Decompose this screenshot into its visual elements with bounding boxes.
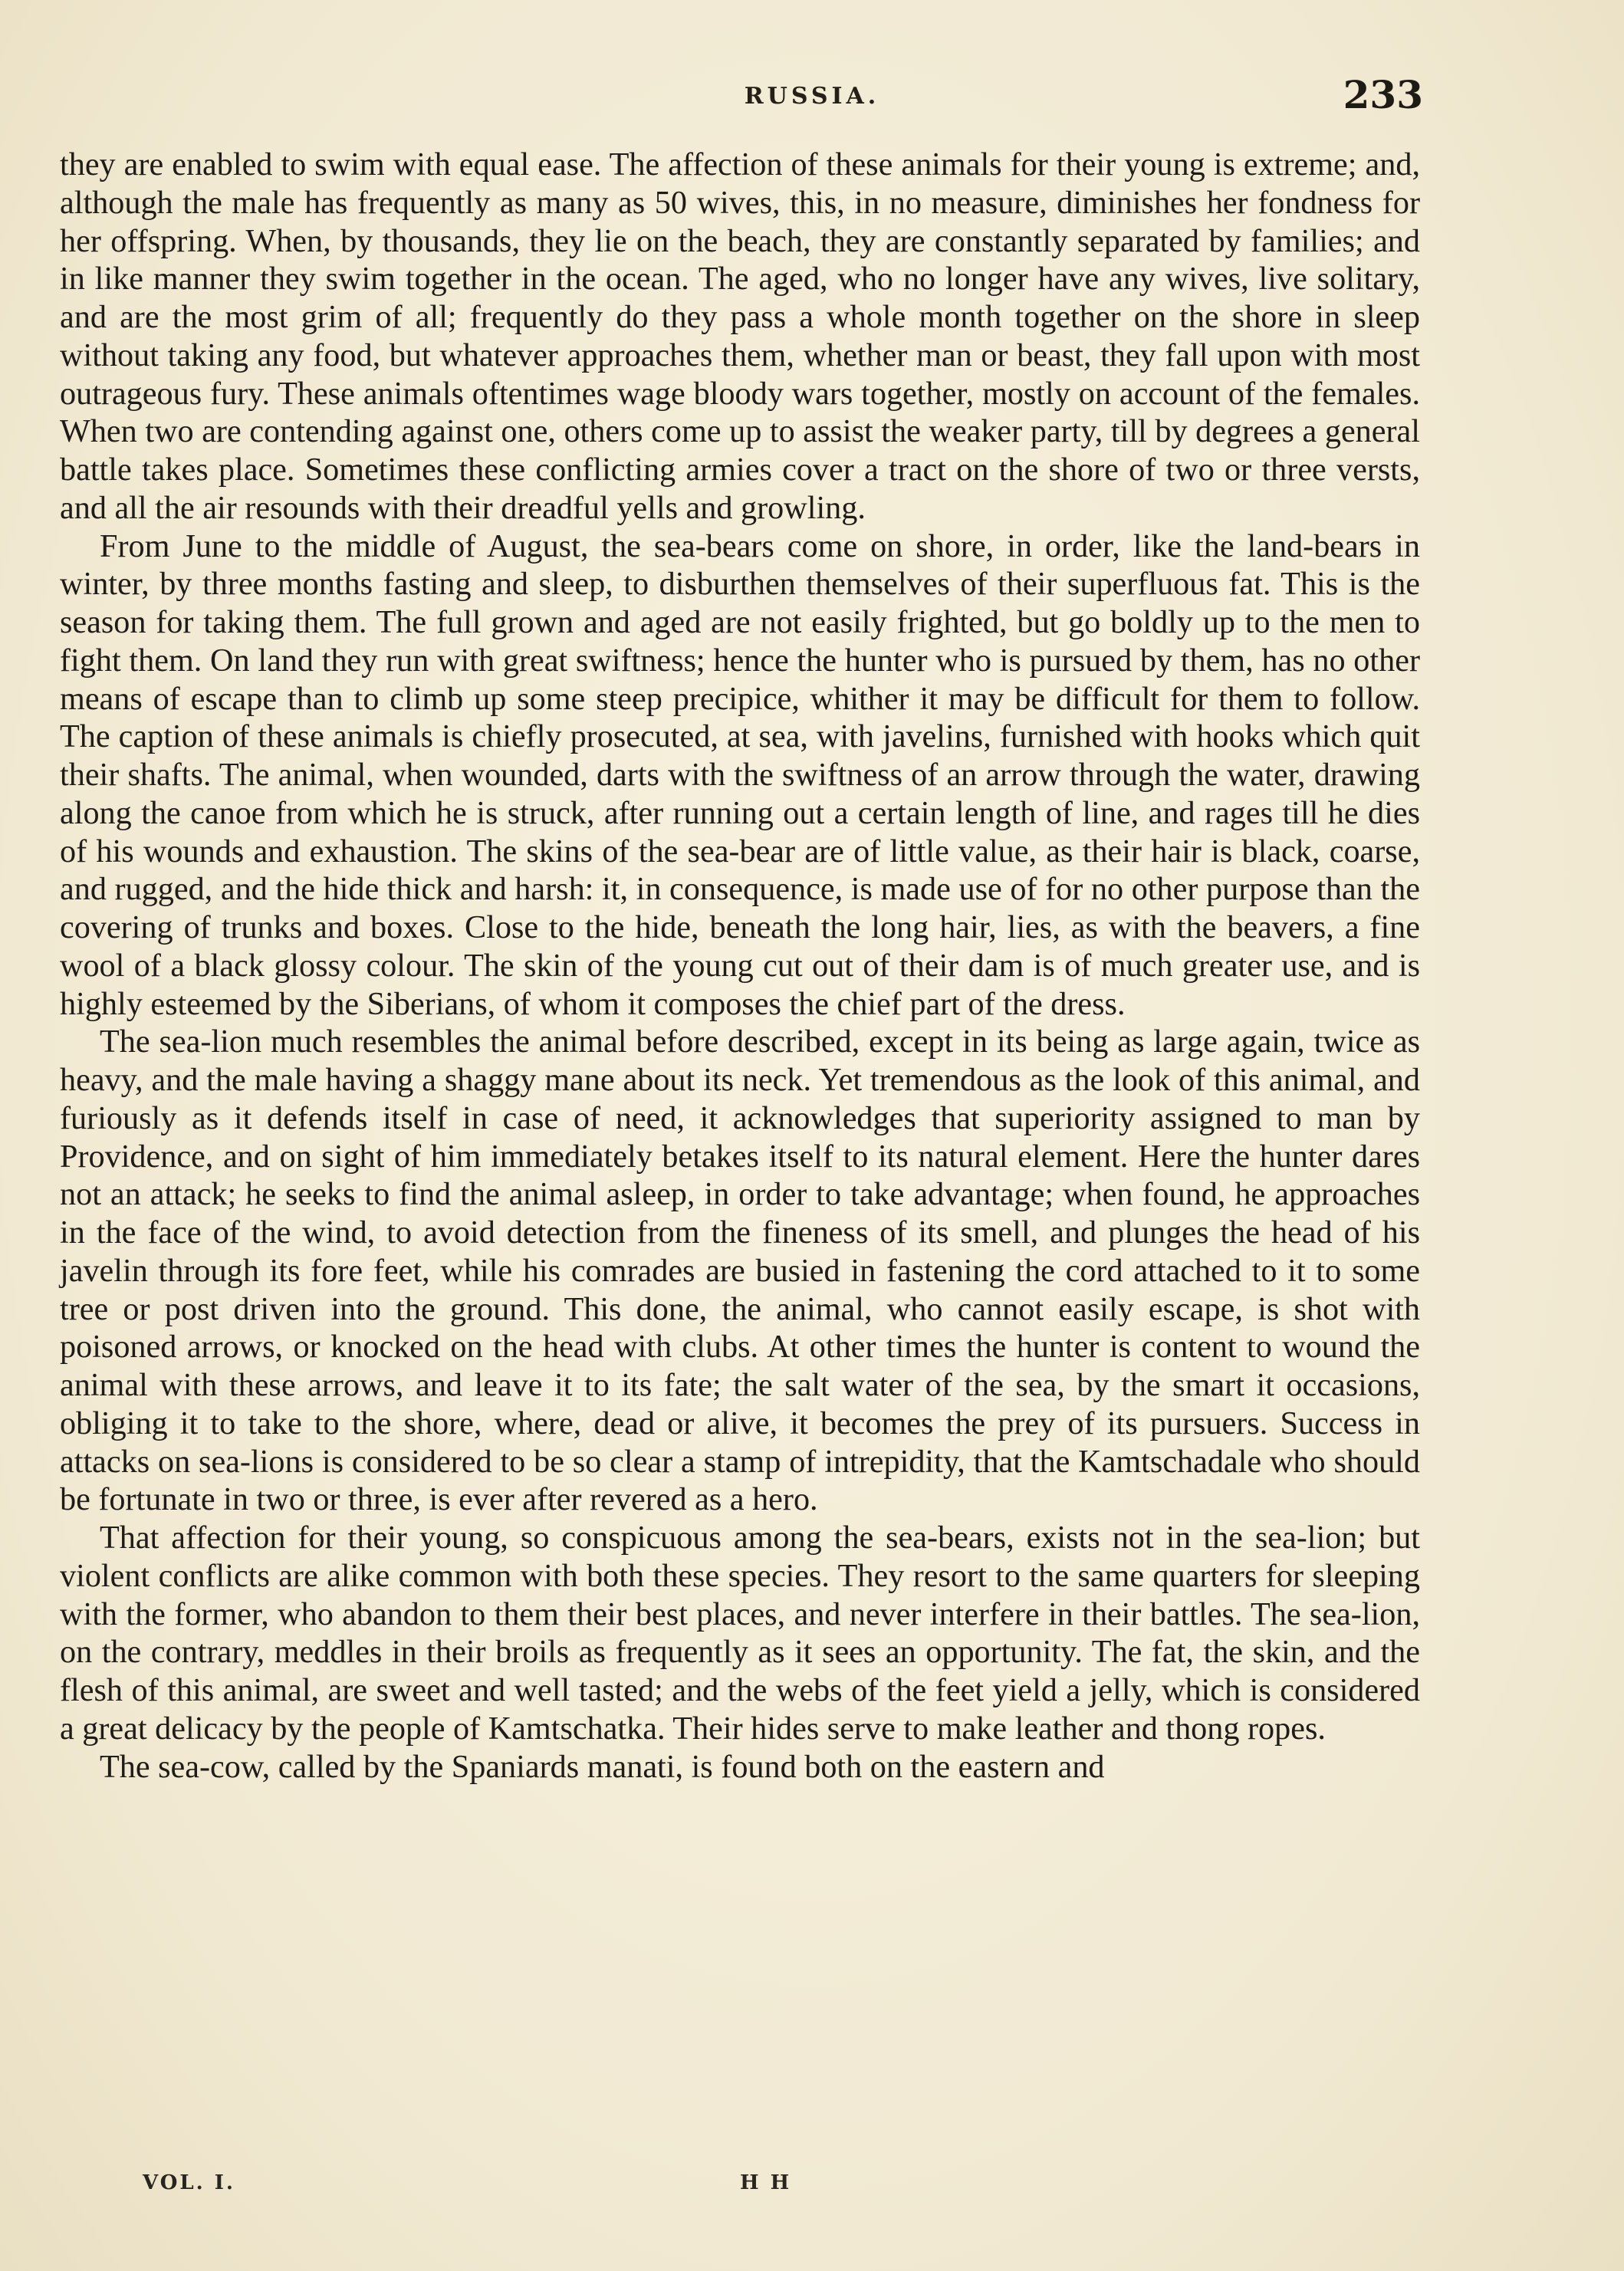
running-header: RUSSIA. bbox=[744, 83, 880, 110]
page-number: 233 bbox=[1343, 72, 1423, 117]
paragraph-sea-bear-hunting: From June to the middle of August, the sea-bears come on shore, in order, like the land-bears in winter, by three months fasting and sleep, to disburthen themselves of their superfluous fat. This is the season for taking them. The full grown and aged are not easily frighted, but go boldly up to the men to fight them. On land they run with great swiftness; hence the hunter who is pursued by them, has no other means of escape than to climb up some steep precipice, whither it may be difficult for them to follow. The caption of these animals is chiefly prosecuted, at sea, with javelins, furnished with hooks which quit their shafts. The animal, when wounded, darts with the swiftness of an arrow through the water, drawing along the canoe from which he is struck, after running out a certain length of line, and rages till he dies of his wounds and exhaustion. The skins of the sea-bear are of little value, as their hair is black, coarse, and rugged, and the hide thick and harsh: it, in consequence, is made use of for no other purpose than the covering of trunks and boxes. Close to the hide, beneath the long hair, lies, as with the beavers, a fine wool of a black glossy colour. The skin of the young cut out of their dam is of much greater use, and is highly esteemed by the Siberians, of whom it composes the chief part of the dress. bbox=[60, 527, 1420, 1022]
page-footer bbox=[0, 2171, 1624, 2202]
paragraph-sea-lion: The sea-lion much resembles the animal before described, except in its being as large again, twice as heavy, and the male having a shaggy mane about its neck. Yet tremendous as the look of this animal, and furiously as it defends itself in case of need, it acknowledges that superiority assigned to man by Providence, and on sight of him immediately betakes itself to its natural element. Here the hunter dares not an attack; he seeks to find the animal asleep, in order to take advantage; when found, he approaches in the face of the wind, to avoid detection from the fineness of its smell, and plunges the head of his javelin through its fore feet, while his comrades are busied in fastening the cord attached to it to some tree or post driven into the ground. This done, the animal, who cannot easily escape, is shot with poisoned arrows, or knocked on the head with clubs. At other times the hunter is content to wound the animal with these arrows, and leave it to its fate; the salt water of the sea, by the smart it occasions, obliging it to take to the shore, where, dead or alive, it becomes the prey of its pursuers. Success in attacks on sea-lions is considered to be so clear a stamp of intrepidity, that the Kamtschadale who should be fortunate in two or three, is ever after revered as a hero. bbox=[60, 1024, 1420, 1518]
paragraph-sea-lion-conflicts: That affection for their young, so conspicuous among the sea-bears, exists not in the sea-lion; but violent conflicts are alike common with both these species. They resort to the same quarters for sleeping with the former, who abandon to them their best places, and never interfere in their battles. The sea-lion, on the contrary, meddles in their broils as frequently as it sees an opportunity. The fat, the skin, and the flesh of this animal, are sweet and well tasted; and the webs of the feet yield a jelly, which is considered a great delicacy by the people of Kamtschatka. Their hides serve to make leather and thong ropes. bbox=[60, 1520, 1420, 1747]
body-text bbox=[60, 146, 1420, 1786]
signature-mark: H H bbox=[740, 2171, 792, 2194]
paragraph-sea-cow: The sea-cow, called by the Spaniards manati, is found both on the eastern and bbox=[100, 1748, 1105, 1785]
paragraph-sea-bear-habits: they are enabled to swim with equal ease. The affection of these animals for their young is extreme; and, although the male has frequently as many as 50 wives, this, in no measure, diminishes her fondness for her offspring. When, by thousands, they lie on the beach, they are constantly separated by families; and in like manner they swim together in the ocean. The aged, who no longer have any wives, live solitary, and are the most grim of all; frequently do they pass a whole month together on the shore in sleep without taking any food, but whatever approaches them, whether man or beast, they fall upon with most outrageous fury. These animals oftentimes wage bloody wars together, mostly on account of the females. When two are contending against one, others come up to assist the weaker party, till by degrees a general battle takes place. Sometimes these conflicting armies cover a tract on the shore of two or three versts, and all the air resounds with their dreadful yells and growling. bbox=[60, 146, 1420, 526]
volume-label: VOL. I. bbox=[143, 2171, 235, 2194]
